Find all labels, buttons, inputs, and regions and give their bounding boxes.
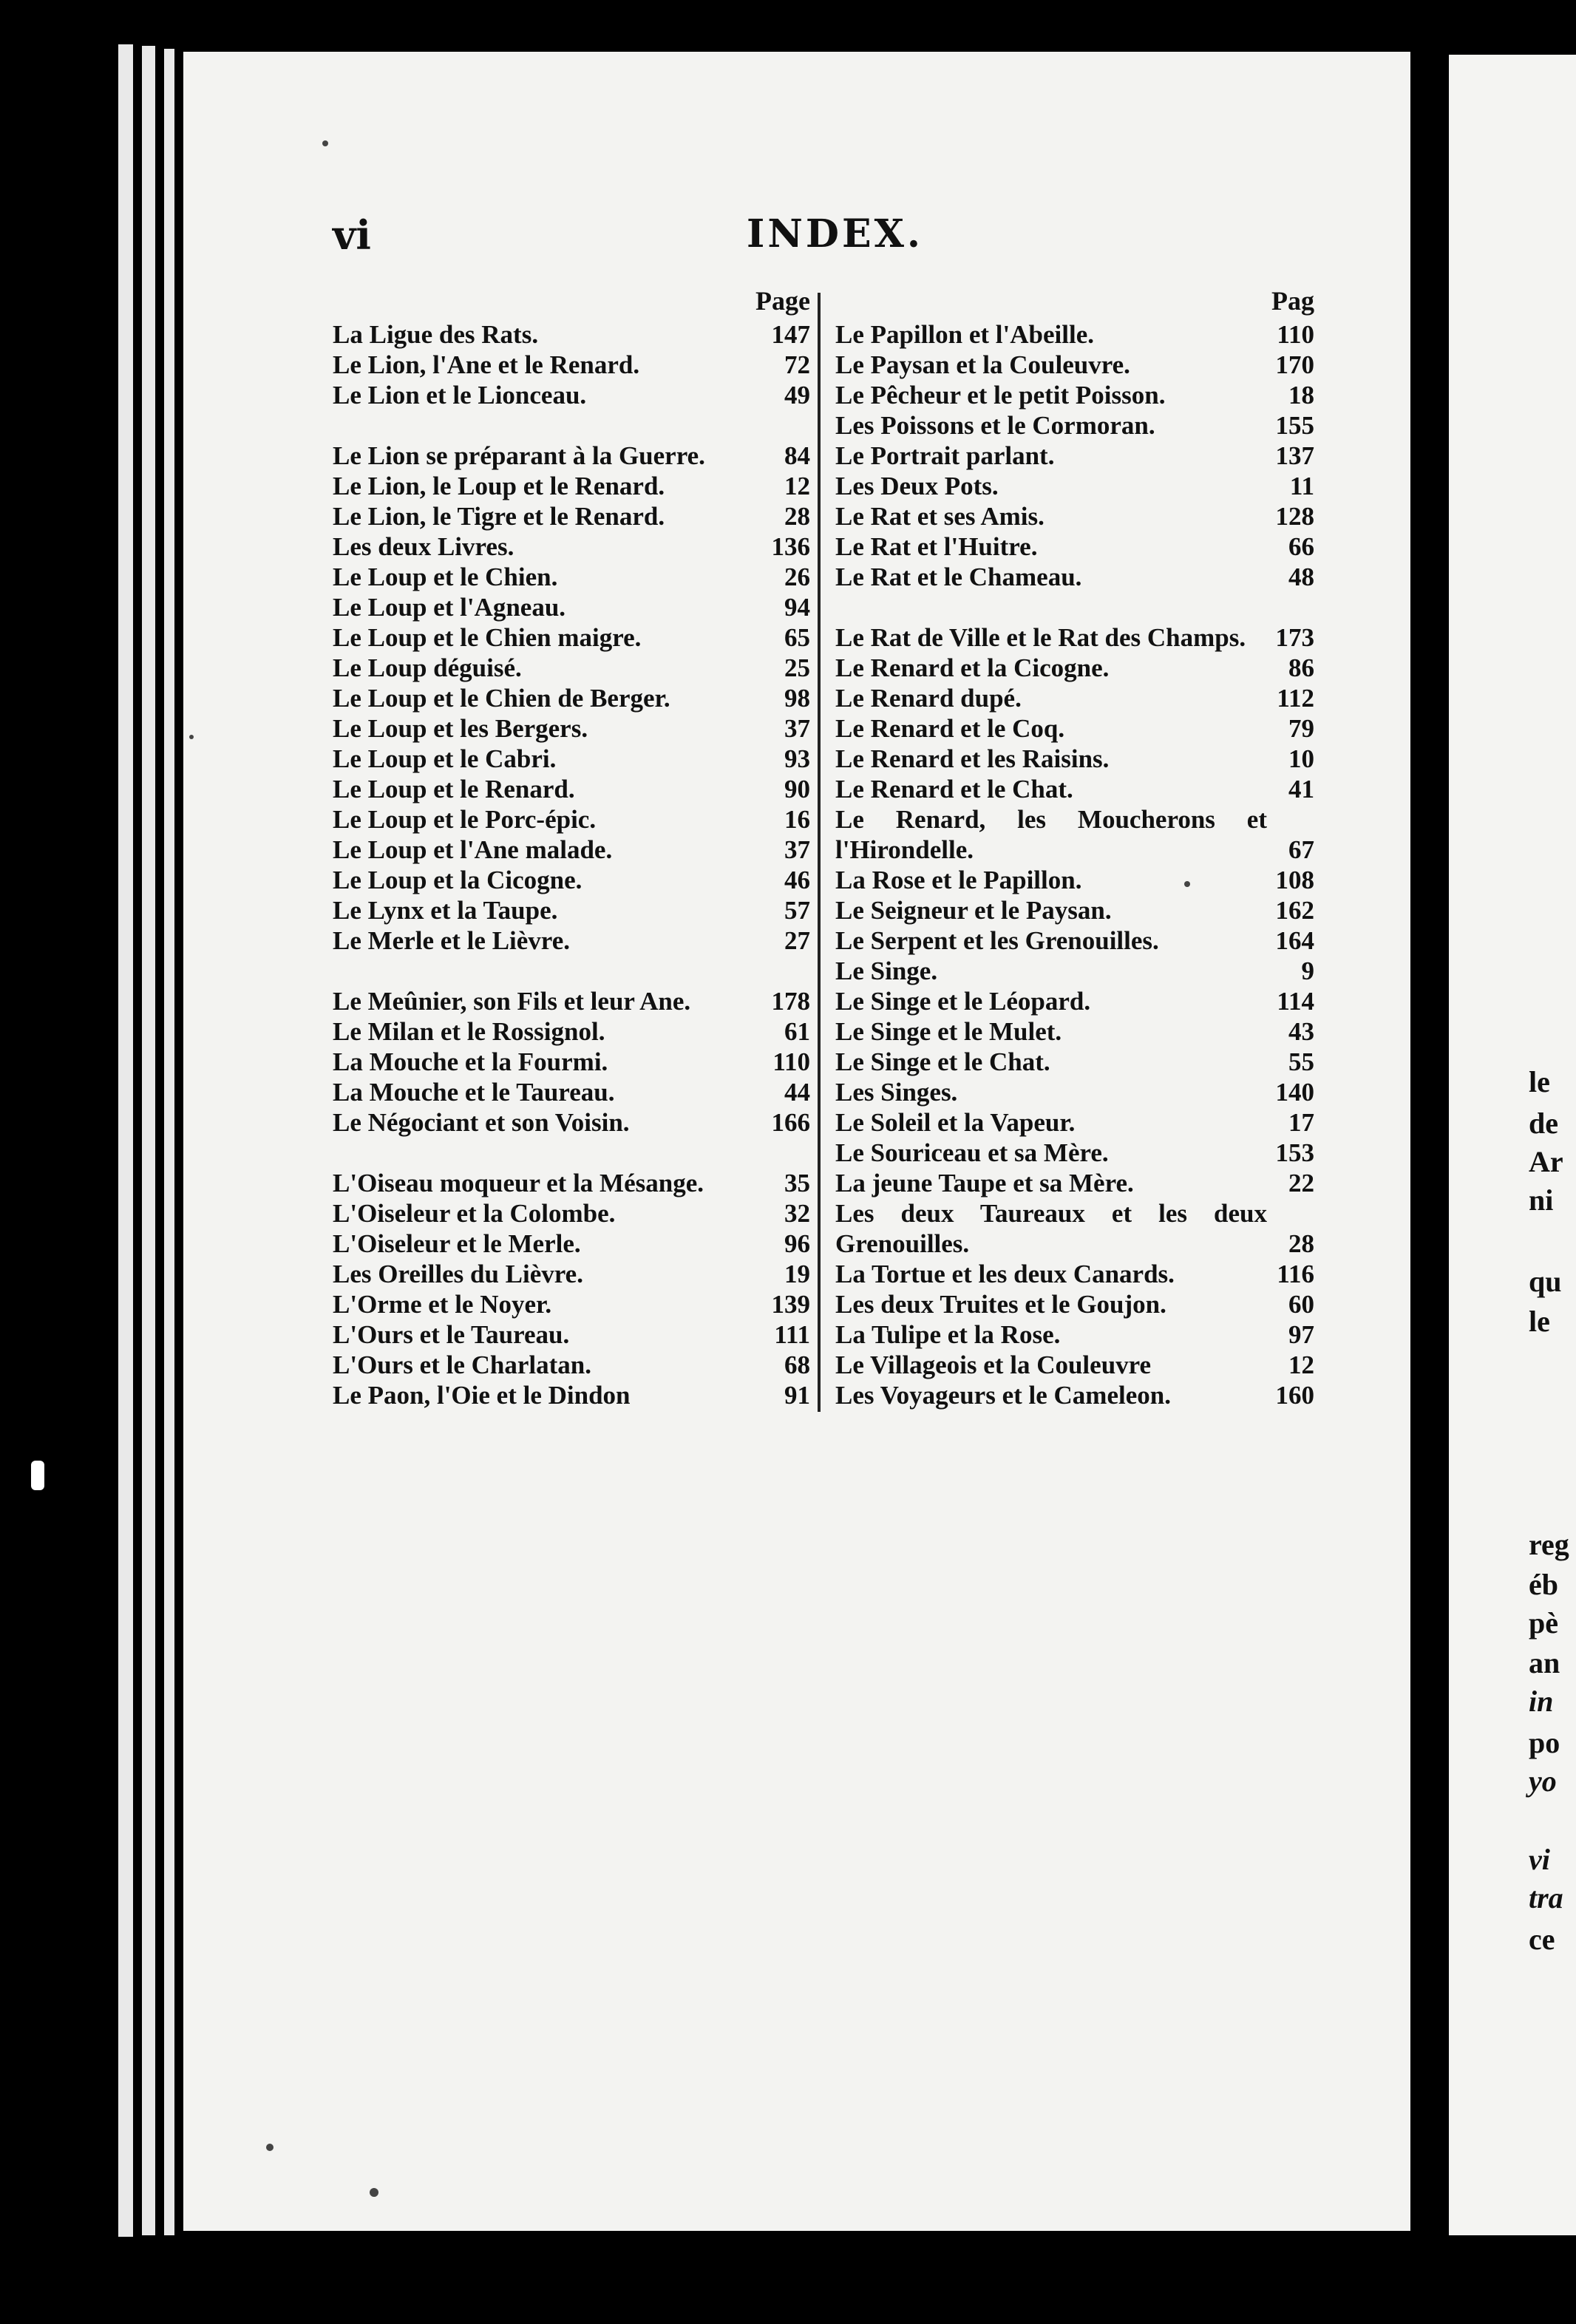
index-entry <box>835 380 1314 410</box>
index-entry <box>333 562 810 592</box>
entry-title: Le Paysan et la Couleuvre. <box>835 350 1130 379</box>
index-entry <box>333 1198 810 1229</box>
index-entry <box>835 1380 1314 1410</box>
entry-page-number: 153 <box>1275 1138 1314 1167</box>
scan-speck <box>370 2188 378 2197</box>
index-entry <box>333 835 810 865</box>
index-entry <box>835 471 1314 501</box>
index-entry <box>835 1138 1314 1168</box>
index-entry <box>333 1047 810 1077</box>
entry-page-number: 91 <box>784 1381 810 1410</box>
index-entry <box>333 622 810 653</box>
entry-list <box>835 319 1314 1410</box>
entry-title: Le Lion et le Lionceau. <box>333 381 587 410</box>
entry-page-number: 55 <box>1288 1047 1314 1076</box>
entry-page-number: 27 <box>784 926 810 955</box>
page-column-heading: Pag <box>1271 286 1314 316</box>
scan-speck <box>266 2144 274 2151</box>
entry-page-number: 32 <box>784 1199 810 1228</box>
index-entry <box>835 1047 1314 1077</box>
entry-page-number: 67 <box>1288 835 1314 864</box>
facing-text-fragment: de <box>1529 1107 1558 1140</box>
index-entry <box>835 1077 1314 1107</box>
index-column-left <box>333 285 810 1410</box>
index-entry <box>333 804 810 835</box>
entry-title: L'Oiseleur et la Colombe. <box>333 1199 616 1228</box>
index-entry <box>333 1289 810 1319</box>
entry-title: Le Seigneur et le Paysan. <box>835 896 1112 925</box>
page-header <box>333 211 1316 271</box>
entry-title: Le Soleil et la Vapeur. <box>835 1108 1076 1137</box>
index-entry <box>835 653 1314 683</box>
index-entry <box>333 350 810 380</box>
facing-text-fragment: reg <box>1529 1528 1569 1561</box>
scan-speck <box>189 735 194 739</box>
index-entry <box>333 531 810 562</box>
entry-page-number: 28 <box>784 502 810 531</box>
index-entry <box>835 683 1314 713</box>
entry-title: L'Oiseleur et le Merle. <box>333 1229 581 1258</box>
entry-page-number: 35 <box>784 1169 810 1197</box>
entry-title: Le Loup déguisé. <box>333 653 522 682</box>
facing-text-fragment: le <box>1529 1305 1550 1338</box>
entry-title: Les deux Taureaux et les deux Grenouilles. <box>835 1199 1267 1258</box>
entry-page-number: 84 <box>784 441 810 470</box>
entry-page-number: 18 <box>1288 381 1314 410</box>
entry-page-number: 26 <box>784 563 810 591</box>
entry-page-number: 37 <box>784 835 810 864</box>
index-entry <box>835 956 1314 986</box>
index-entry <box>333 774 810 804</box>
index-entry <box>333 1138 810 1198</box>
entry-title: L'Ours et le Charlatan. <box>333 1350 591 1379</box>
entry-title: Le Singe et le Léopard. <box>835 987 1091 1016</box>
facing-text-fragment: pè <box>1529 1606 1558 1640</box>
page-folio: vi <box>333 211 371 259</box>
entry-page-number: 140 <box>1275 1078 1314 1107</box>
index-entry <box>835 865 1314 895</box>
entry-title: Le Rat et le Chameau. <box>835 563 1082 591</box>
entry-page-number: 65 <box>784 623 810 652</box>
index-entry <box>333 1350 810 1380</box>
entry-title: Le Pêcheur et le petit Poisson. <box>835 381 1166 410</box>
entry-title: Le Renard et la Cicogne. <box>835 653 1110 682</box>
entry-page-number: 66 <box>1288 532 1314 561</box>
entry-page-number: 110 <box>772 1047 810 1076</box>
index-entry <box>835 744 1314 774</box>
index-column-right <box>835 285 1314 1410</box>
entry-page-number: 60 <box>1288 1290 1314 1319</box>
entry-title: Le Renard, les Moucherons et l'Hirondelle. <box>835 805 1267 864</box>
entry-title: Le Renard dupé. <box>835 684 1022 713</box>
entry-page-number: 10 <box>1288 744 1314 773</box>
index-entry <box>333 410 810 471</box>
facing-text-fragment: yo <box>1529 1764 1557 1798</box>
page-edge-3 <box>164 49 174 2235</box>
facing-text-fragment: an <box>1529 1646 1560 1679</box>
index-entry <box>333 1319 810 1350</box>
index-entry <box>835 713 1314 744</box>
index-entry <box>333 1380 810 1410</box>
entry-title: Les deux Truites et le Goujon. <box>835 1290 1166 1319</box>
index-entry <box>835 1350 1314 1380</box>
entry-title: Le Rat de Ville et le Rat des Champs. <box>835 623 1246 652</box>
entry-title: Le Milan et le Rossignol. <box>333 1017 605 1046</box>
index-entry <box>835 1289 1314 1319</box>
entry-title: Le Villageois et la Couleuvre <box>835 1350 1152 1379</box>
entry-title: Le Loup et le Chien de Berger. <box>333 684 670 713</box>
entry-page-number: 173 <box>1275 623 1314 652</box>
index-entry <box>333 471 810 501</box>
column-divider <box>818 293 821 1412</box>
entry-page-number: 96 <box>784 1229 810 1258</box>
entry-title: La Ligue des Rats. <box>333 320 539 349</box>
entry-title: Le Loup et l'Ane malade. <box>333 835 613 864</box>
facing-text-fragment: vi <box>1529 1843 1550 1876</box>
page-title: INDEX. <box>747 211 924 256</box>
entry-title: Le Portrait parlant. <box>835 441 1055 470</box>
index-entry <box>835 592 1314 653</box>
index-entry <box>333 380 810 410</box>
entry-page-number: 46 <box>784 866 810 894</box>
entry-page-number: 112 <box>1277 684 1314 713</box>
entry-page-number: 9 <box>1301 957 1314 985</box>
entry-title: Les Singes. <box>835 1078 958 1107</box>
entry-title: Le Loup et le Chien maigre. <box>333 623 642 652</box>
index-entry <box>333 713 810 744</box>
index-entry <box>333 501 810 531</box>
facing-text-fragment: Ar <box>1529 1145 1563 1178</box>
entry-title: La Mouche et la Fourmi. <box>333 1047 608 1076</box>
entry-page-number: 98 <box>784 684 810 713</box>
entry-page-number: 178 <box>771 987 810 1016</box>
entry-page-number: 162 <box>1275 896 1314 925</box>
index-entry <box>333 956 810 1016</box>
entry-title: L'Orme et le Noyer. <box>333 1290 552 1319</box>
facing-text-fragment: in <box>1529 1685 1554 1718</box>
index-entry <box>333 683 810 713</box>
index-entry <box>835 319 1314 350</box>
entry-page-number: 41 <box>1288 775 1314 803</box>
entry-title: Le Loup et le Chien. <box>333 563 558 591</box>
facing-text-fragment: ce <box>1529 1923 1555 1956</box>
scan-speck <box>322 140 328 146</box>
facing-text-fragment: qu <box>1529 1265 1562 1298</box>
facing-text-fragment: po <box>1529 1726 1560 1759</box>
index-entry <box>835 804 1314 865</box>
index-entry <box>835 410 1314 441</box>
facing-page <box>1449 55 1576 2235</box>
entry-page-number: 160 <box>1275 1381 1314 1410</box>
entry-page-number: 49 <box>784 381 810 410</box>
index-entry <box>835 925 1314 956</box>
index-entry <box>835 895 1314 925</box>
index-entry <box>835 1168 1314 1198</box>
entry-page-number: 139 <box>771 1290 810 1319</box>
index-entry <box>835 1319 1314 1350</box>
entry-page-number: 137 <box>1275 441 1314 470</box>
index-entry <box>333 1077 810 1107</box>
index-entry <box>333 1229 810 1259</box>
entry-page-number: 93 <box>784 744 810 773</box>
entry-title: Le Singe et le Chat. <box>835 1047 1050 1076</box>
entry-title: Les Deux Pots. <box>835 472 999 500</box>
entry-title: Le Loup et le Renard. <box>333 775 575 803</box>
entry-title: Les Poissons et le Cormoran. <box>835 411 1155 440</box>
entry-title: L'Oiseau moqueur et la Mésange. <box>333 1169 704 1197</box>
entry-title: Le Lynx et la Taupe. <box>333 896 558 925</box>
page-edge-1 <box>118 44 133 2237</box>
entry-title: La Tortue et les deux Canards. <box>835 1260 1175 1288</box>
entry-page-number: 48 <box>1288 563 1314 591</box>
entry-title: Le Meûnier, son Fils et leur Ane. <box>333 987 691 1016</box>
entry-title: Le Singe et le Mulet. <box>835 1017 1062 1046</box>
entry-page-number: 170 <box>1275 350 1314 379</box>
index-entry <box>835 501 1314 531</box>
entry-page-number: 147 <box>771 320 810 349</box>
entry-title: Les Voyageurs et le Cameleon. <box>835 1381 1171 1410</box>
index-entry <box>333 895 810 925</box>
entry-page-number: 97 <box>1288 1320 1314 1349</box>
entry-page-number: 116 <box>1277 1260 1314 1288</box>
facing-text-fragment: ni <box>1529 1183 1554 1217</box>
facing-text-fragment: le <box>1529 1065 1550 1098</box>
entry-page-number: 164 <box>1275 926 1314 955</box>
entry-title: Le Loup et la Cicogne. <box>333 866 582 894</box>
entry-title: La jeune Taupe et sa Mère. <box>835 1169 1134 1197</box>
entry-title: Les deux Livres. <box>333 532 514 561</box>
scan-artifact <box>31 1461 44 1490</box>
index-entry <box>333 1259 810 1289</box>
entry-page-number: 44 <box>784 1078 810 1107</box>
entry-page-number: 17 <box>1288 1108 1314 1137</box>
index-entry <box>333 1107 810 1138</box>
index-entry <box>835 1259 1314 1289</box>
page-edge-2 <box>142 46 155 2235</box>
entry-title: La Mouche et le Taureau. <box>333 1078 615 1107</box>
entry-page-number: 166 <box>771 1108 810 1137</box>
entry-title: Le Loup et l'Agneau. <box>333 593 566 622</box>
entry-title: La Tulipe et la Rose. <box>835 1320 1061 1349</box>
entry-title: Le Souriceau et sa Mère. <box>835 1138 1109 1167</box>
entry-title: Le Loup et le Porc-épic. <box>333 805 597 834</box>
entry-page-number: 57 <box>784 896 810 925</box>
entry-page-number: 155 <box>1275 411 1314 440</box>
entry-title: Le Lion, le Loup et le Renard. <box>333 472 665 500</box>
entry-page-number: 61 <box>784 1017 810 1046</box>
index-entry <box>333 592 810 622</box>
entry-page-number: 94 <box>784 593 810 622</box>
entry-list <box>333 319 810 1410</box>
entry-title: Le Lion, le Tigre et le Renard. <box>333 502 665 531</box>
entry-page-number: 19 <box>784 1260 810 1288</box>
index-entry <box>835 1016 1314 1047</box>
entry-title: Le Rat et ses Amis. <box>835 502 1045 531</box>
entry-page-number: 86 <box>1288 653 1314 682</box>
entry-title: Le Merle et le Lièvre. <box>333 926 570 955</box>
entry-title: Le Rat et l'Huitre. <box>835 532 1038 561</box>
entry-title: Le Lion se préparant à la Guerre. <box>333 441 705 470</box>
entry-title: Le Lion, l'Ane et le Renard. <box>333 350 640 379</box>
entry-title: Les Oreilles du Lièvre. <box>333 1260 583 1288</box>
entry-page-number: 72 <box>784 350 810 379</box>
entry-page-number: 128 <box>1275 502 1314 531</box>
entry-page-number: 79 <box>1288 714 1314 743</box>
entry-page-number: 43 <box>1288 1017 1314 1046</box>
entry-page-number: 68 <box>784 1350 810 1379</box>
facing-text-fragment: tra <box>1529 1881 1563 1914</box>
entry-title: Le Paon, l'Oie et le Dindon <box>333 1381 631 1410</box>
index-entry <box>835 562 1314 592</box>
index-entry <box>835 1107 1314 1138</box>
index-entry <box>835 986 1314 1016</box>
entry-page-number: 90 <box>784 775 810 803</box>
index-entry <box>333 1016 810 1047</box>
entry-page-number: 28 <box>1288 1229 1314 1258</box>
entry-title: Le Négociant et son Voisin. <box>333 1108 630 1137</box>
entry-page-number: 22 <box>1288 1169 1314 1197</box>
entry-page-number: 110 <box>1277 320 1314 349</box>
entry-page-number: 12 <box>1288 1350 1314 1379</box>
entry-page-number: 108 <box>1275 866 1314 894</box>
index-entry <box>333 744 810 774</box>
entry-title: Le Singe. <box>835 957 938 985</box>
entry-title: Le Renard et les Raisins. <box>835 744 1110 773</box>
entry-title: Le Papillon et l'Abeille. <box>835 320 1094 349</box>
index-entry <box>835 1198 1314 1259</box>
entry-page-number: 16 <box>784 805 810 834</box>
entry-page-number: 111 <box>774 1320 810 1349</box>
entry-page-number: 12 <box>784 472 810 500</box>
index-entry <box>835 531 1314 562</box>
scan-speck <box>1184 881 1190 887</box>
entry-page-number: 114 <box>1277 987 1314 1016</box>
entry-title: L'Ours et le Taureau. <box>333 1320 570 1349</box>
entry-page-number: 37 <box>784 714 810 743</box>
index-entry <box>333 319 810 350</box>
entry-page-number: 136 <box>771 532 810 561</box>
entry-title: Le Serpent et les Grenouilles. <box>835 926 1159 955</box>
entry-title: Le Loup et les Bergers. <box>333 714 588 743</box>
facing-text-fragment: éb <box>1529 1568 1558 1601</box>
index-entry <box>333 865 810 895</box>
page-column-heading: Page <box>755 286 810 316</box>
index-entry <box>333 653 810 683</box>
entry-page-number: 25 <box>784 653 810 682</box>
entry-title: Le Renard et le Chat. <box>835 775 1073 803</box>
index-entry <box>333 925 810 956</box>
entry-page-number: 11 <box>1289 472 1314 500</box>
entry-title: Le Renard et le Coq. <box>835 714 1065 743</box>
entry-title: La Rose et le Papillon. <box>835 866 1082 894</box>
index-entry <box>835 350 1314 380</box>
index-entry <box>835 774 1314 804</box>
index-entry <box>835 441 1314 471</box>
entry-title: Le Loup et le Cabri. <box>333 744 557 773</box>
